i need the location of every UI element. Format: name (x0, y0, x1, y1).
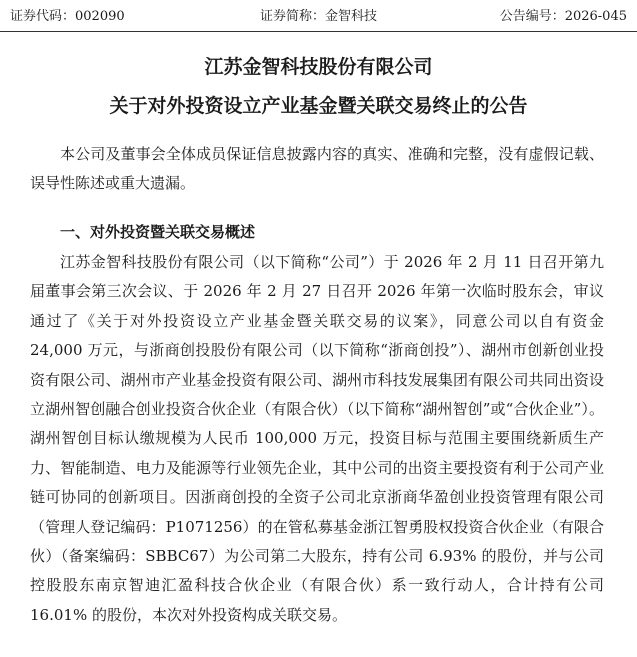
stock-code: 证券代码：002090 (10, 9, 125, 24)
section-heading: 一、对外投资暨关联交易概述 (60, 223, 256, 241)
company-title: 江苏金智科技股份有限公司 (204, 56, 433, 78)
announcement-number: 公告编号：2026-045 (499, 9, 627, 24)
board-notice: 本公司及董事会全体成员保证信息披露内容的真实、准确和完整，没有虚假记载、误导性陈述或重大遗漏。 (30, 145, 604, 193)
stock-name: 证券简称：金智科技 (260, 9, 378, 24)
section-paragraph: 江苏金智科技股份有限公司（以下简称“公司”）于 2026 年 2 月 11 日召开第九届董事会第三次会议、于 2026 年 2 月 27 日召开 2026 年第一次临时股东会，审议通过了《关于对外投资设立产业基金暨关联交易的议案》，同意公司以自有资金 24,000 万元，与浙商创投股份有限公司（以下简称“浙商创投”）、湖州市创新创业投资有限公司、湖州市产业基金投资有限公司、湖州市科技发展集团有限公司共同出资设立湖州智创融合创业投资合伙企业（有限合伙）（以下简称“湖州智创”或“合伙企业”）。湖州智创目标认缴规模为人民币 100,000 万元，投资目标与范围主要围绕新质生产力、智能制造、电力及能源等行业领先企业，其中公司的出资主要投资有利于公司产业链可协同的创新项目。因浙商创投的全资子公司北京浙商华盈创业投资管理有限公司（管理人登记编码：P1071256）的在管私募基金浙江智勇股权投资合伙企业（有限合伙）（备案编码：SBBC67）为公司第二大股东，持有公司 6.93% 的股份，并与公司控股股东南京智迪汇盈科技合伙企业（有限合伙）系一致行动人，合计持有公司 16.01% 的股份，本次对外投资构成关联交易。 (30, 253, 604, 624)
announcement-title: 关于对外投资设立产业基金暨关联交易终止的公告 (109, 95, 528, 117)
header-divider (0, 31, 637, 32)
